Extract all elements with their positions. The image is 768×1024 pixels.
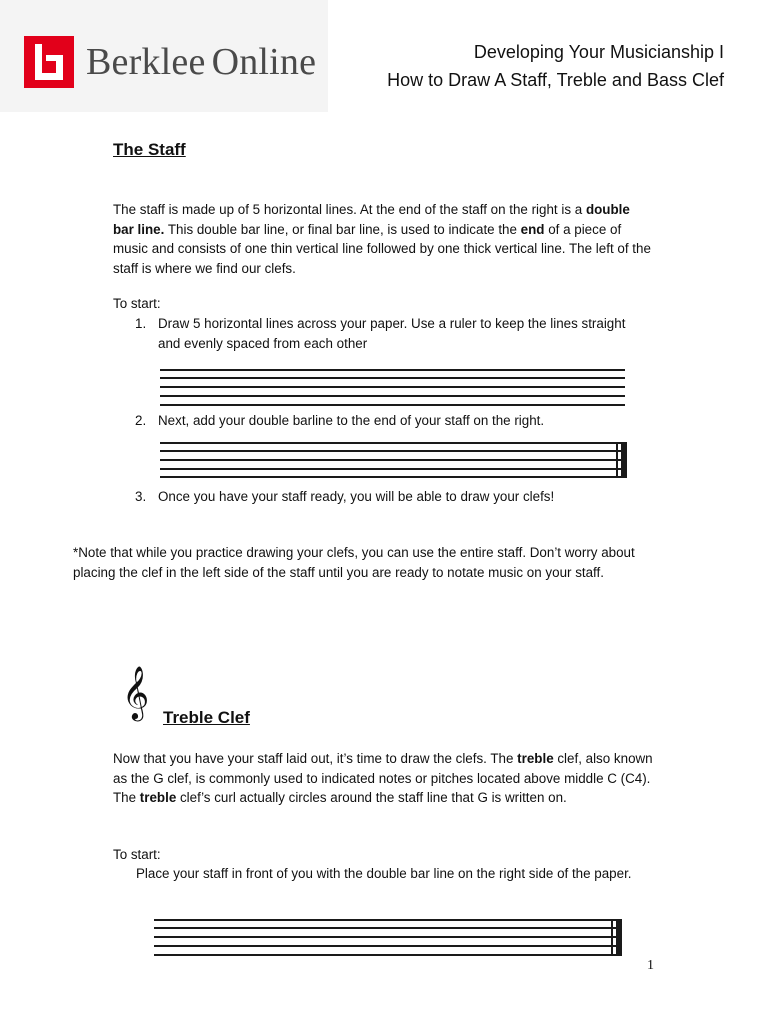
- staff-note-paragraph: *Note that while you practice drawing your clefs, you can use the entire staff. Don’t worry about placing the clef in the left side of the staff until you are ready to notate music on your staff.: [73, 545, 635, 580]
- treble-intro-text-1: Now that you have your staff laid out, it’s time to draw the clefs. The: [113, 751, 518, 766]
- page-number: 1: [647, 958, 654, 973]
- staff-intro-paragraph: [113, 200, 653, 278]
- list-number: 3.: [135, 489, 147, 504]
- treble-intro-text-3: clef’s curl actually circles around the staff line that G is written on.: [176, 790, 567, 805]
- to-start-label: To start:: [113, 296, 161, 311]
- brand-name-bold: Berklee: [86, 41, 206, 83]
- list-text: Draw 5 horizontal lines across your paper. Use a ruler to keep the lines straight and evenly spaced from each other: [158, 316, 626, 351]
- list-text: Next, add your double barline to the end of your staff on the right.: [158, 413, 545, 428]
- berklee-logo-mark-icon: [24, 36, 74, 88]
- lesson-title: How to Draw A Staff, Treble and Bass Clef: [387, 70, 724, 90]
- list-text: Once you have your staff ready, you will be able to draw your clefs!: [158, 489, 555, 504]
- brand-name-light: Online: [211, 41, 317, 83]
- brand-wordmark: [86, 40, 316, 84]
- staff-intro-text-2: This double bar line, or final bar line, is used to indicate the: [164, 221, 521, 237]
- document-header-title: [387, 38, 724, 94]
- treble-intro-paragraph: [113, 749, 653, 808]
- section-title-staff: The Staff: [113, 140, 186, 159]
- brand-logo: [0, 0, 328, 112]
- treble-clef-icon: 𝄞: [122, 665, 150, 719]
- staff-intro-text-3: of a piece of music and consists of one thin vertical line followed by one thick vertical line. The left of the staff is where we find our clefs.: [113, 221, 651, 276]
- treble-intro-bold-1: treble: [517, 751, 554, 766]
- staff-intro-bold-1: double bar line.: [113, 202, 630, 237]
- course-title: Developing Your Musicianship I: [473, 42, 724, 62]
- staff-example-treble: [154, 919, 622, 956]
- to-start-label: To start:: [113, 847, 161, 862]
- section-title-treble-clef: Treble Clef: [163, 708, 250, 727]
- double-bar-line-thick: [616, 919, 622, 956]
- treble-intro-bold-2: treble: [139, 790, 177, 805]
- list-number: 2.: [135, 413, 147, 428]
- double-bar-line-thin: [616, 442, 618, 478]
- double-bar-line-thick: [621, 442, 627, 478]
- list-number: 1.: [135, 316, 147, 331]
- treble-instruction: Place your staff in front of you with the double bar line on the right side of the paper.: [136, 866, 632, 881]
- staff-intro-bold-2: end: [520, 221, 545, 237]
- staff-intro-text-1: The staff is made up of 5 horizontal lines. At the end of the staff on the right is a: [113, 202, 586, 217]
- staff-example-plain: [160, 369, 625, 407]
- double-bar-line-thin: [611, 919, 613, 956]
- staff-example-double-bar: [160, 442, 627, 478]
- treble-intro-text-2: clef, also known as the G clef, is commonly used to indicated notes or pitches located above middle C (C4). The: [113, 751, 653, 805]
